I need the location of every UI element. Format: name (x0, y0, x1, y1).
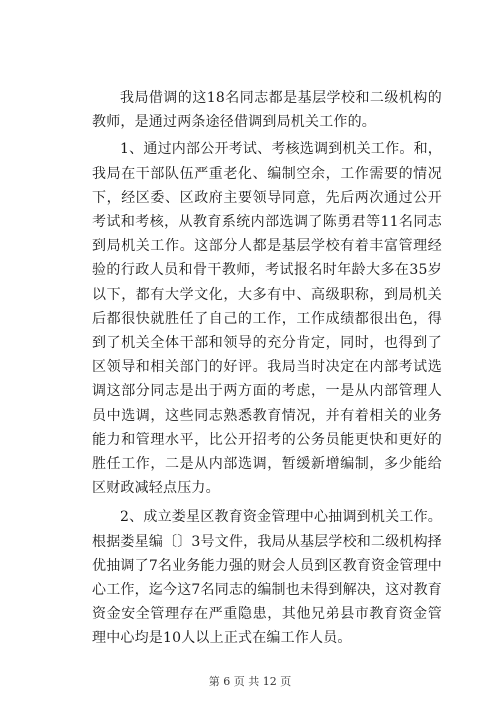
page-footer: 第 6 页 共 12 页 (208, 675, 292, 688)
paragraph-section-2: 2、成立娄星区教育资金管理中心抽调到机关工作。根据娄星编〔〕3号文件，我局从基层学校和二级机构择优抽调了7名业务能力强的财会人员到区教育资金管理中心工作，迄今这7名同志的编制也未得到解决，这对教育资金安全管理存在严重隐患，其他兄弟县市教育资金管理中心均是10人以上正式在编工作人员。 (92, 509, 442, 647)
paragraph-section-1: 1、通过内部公开考试、考核选调到机关工作。和，我局在干部队伍严重老化、编制空余，工作需要的情况下，经区委、区政府主要领导同意，先后两次通过公开考试和考核，从教育系统内部选调了陈勇君等11名同志到局机关工作。这部分人都是基层学校有着丰富管理经验的行政人员和骨干教师，考试报名时年龄大多在35岁以下，都有大学文化，大多有中、高级职称，到局机关后都很快就胜任了自己的工作，工作成绩都很出色，得到了机关全体干部和领导的充分肯定，同时，也得到了区领导和相关部门的好评。我局当时决定在内部考试选调这部分同志是出于两方面的考虑，一是从内部管理人员中选调，这些同志熟悉教育情况，并有着相关的业务能力和管理水平，比公开招考的公务员能更快和更好的胜任工作，二是从内部选调，暂缓新增编制，多少能给区财政减轻点压力。 (92, 141, 442, 497)
paragraph-intro: 我局借调的这18名同志都是基层学校和二级机构的教师，是通过两条途径借调到局机关工作的。 (92, 90, 442, 131)
document-body (92, 86, 442, 651)
